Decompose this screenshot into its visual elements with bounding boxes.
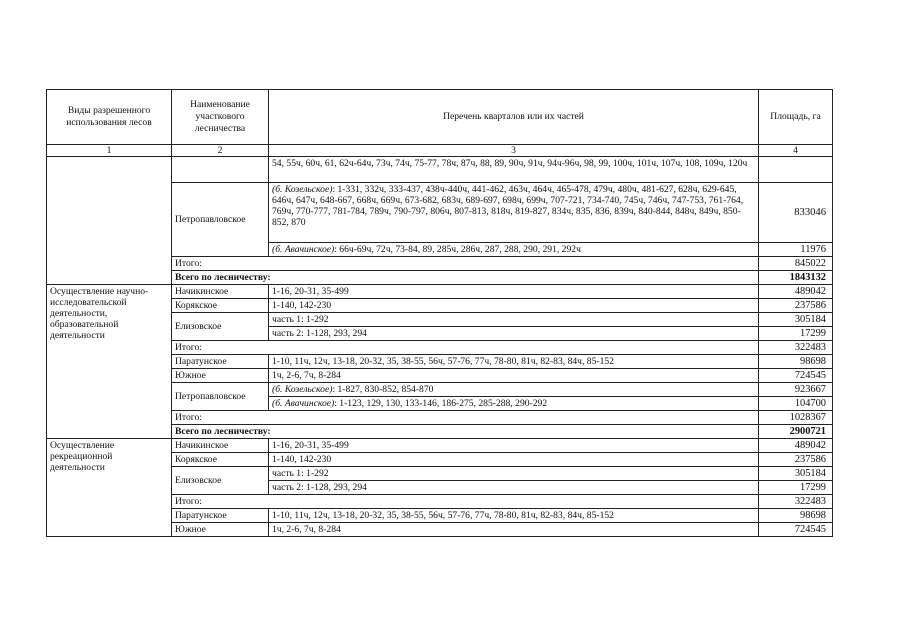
quarters-cell: 1-16, 20-31, 35-499 [269,439,759,453]
area-cell: 724545 [759,369,833,383]
use-type-cell: Осуществление научно-исследовательской деятельности, образовательной деятельности [47,285,172,439]
forest-use-table [46,89,833,537]
quarters-list: : 1-331, 332ч, 333-437, 438ч-440ч, 441-462, 463ч, 464ч, 465-478, 479ч, 480ч, 481-627, 628ч, 629-645, 646ч, 647ч, 648-667, 668ч, 669ч, 673-682, 683ч, 689-697, 698ч, 699ч, 707-721, 734-740, 745ч, 746ч, 747-753, 761-764, 769ч, 770-777, 781-784, 789ч, 790-797, 806ч, 807-813, 818ч, 819-827, 834ч, 835, 836, 839ч, 840-844, 848ч, 849ч, 850-852, 870 [272,184,744,228]
area-cell: 322483 [759,495,833,509]
area-cell: 2900721 [759,425,833,439]
forestry-cell: Южное [172,369,269,383]
area-cell: 104700 [759,397,833,411]
header-row [47,90,833,145]
quarters-cell: 1-10, 11ч, 12ч, 13-18, 20-32, 35, 38-55, 56ч, 57-76, 77ч, 78-80, 81ч, 82-83, 84ч, 85-152 [269,355,759,369]
quarters-cell: 1ч, 2-6, 7ч, 8-284 [269,369,759,383]
use-type-cell: Осуществление рекреационной деятельности [47,439,172,537]
area-cell: 833046 [759,183,833,243]
column-number: 3 [269,145,759,157]
quarters-cell: часть 2: 1-128, 293, 294 [269,481,759,495]
area-cell: 17299 [759,481,833,495]
forestry-cell [172,157,269,183]
area-cell: 489042 [759,439,833,453]
area-cell: 305184 [759,313,833,327]
forestry-cell: Корякское [172,299,269,313]
quarters-prefix: (б. Авачинское) [272,244,335,255]
table-row [47,285,833,299]
area-cell: 17299 [759,327,833,341]
quarters-cell: часть 1: 1-292 [269,313,759,327]
area-cell: 237586 [759,453,833,467]
forestry-cell: Южное [172,523,269,537]
forestry-cell: Елизовское [172,313,269,341]
column-number-row [47,145,833,157]
quarters-cell: часть 1: 1-292 [269,467,759,481]
header-forestry-name: Наименование участкового лесничества [172,90,269,145]
quarters-cell [269,243,759,257]
total-label: Всего по лесничеству: [172,271,759,285]
quarters-cell: 1-16, 20-31, 35-499 [269,285,759,299]
quarters-cell: 54, 55ч, 60ч, 61, 62ч-64ч, 73ч, 74ч, 75-77, 78ч, 87ч, 88, 89, 90ч, 91ч, 94ч-96ч, 98, 99, 100ч, 101ч, 107ч, 108, 109ч, 120ч [269,157,759,183]
area-cell: 489042 [759,285,833,299]
forestry-cell: Петропавловское [172,383,269,411]
quarters-cell: 1-140, 142-230 [269,299,759,313]
area-cell: 305184 [759,467,833,481]
forestry-cell: Начикинское [172,285,269,299]
area-cell: 322483 [759,341,833,355]
table-row [47,157,833,183]
quarters-list: : 1-123, 129, 130, 133-146, 186-275, 285-288, 290-292 [334,398,548,409]
quarters-cell: 1-10, 11ч, 12ч, 13-18, 20-32, 35, 38-55, 56ч, 57-76, 77ч, 78-80, 81ч, 82-83, 84ч, 85-152 [269,509,759,523]
use-type-cell [47,157,172,285]
quarters-cell: часть 2: 1-128, 293, 294 [269,327,759,341]
quarters-cell: 1-140, 142-230 [269,453,759,467]
quarters-cell: 1ч, 2-6, 7ч, 8-284 [269,523,759,537]
forestry-cell: Паратунское [172,509,269,523]
subtotal-label: Итого: [172,257,759,271]
subtotal-label: Итого: [172,495,759,509]
total-label: Всего по лесничеству: [172,425,759,439]
area-cell: 845022 [759,257,833,271]
header-area: Площадь, га [759,90,833,145]
quarters-cell [269,183,759,243]
header-quarters-list: Перечень кварталов или их частей [269,90,759,145]
quarters-cell [269,383,759,397]
area-cell: 98698 [759,355,833,369]
area-cell: 724545 [759,523,833,537]
forestry-cell: Паратунское [172,355,269,369]
quarters-cell [269,397,759,411]
subtotal-label: Итого: [172,411,759,425]
table-row [47,439,833,453]
forestry-cell: Начикинское [172,439,269,453]
quarters-list: : 1-827, 830-852, 854-870 [332,384,434,395]
quarters-list: : 66ч-69ч, 72ч, 73-84, 89, 285ч, 286ч, 287, 288, 290, 291, 292ч [334,244,581,255]
area-cell: 1843132 [759,271,833,285]
subtotal-label: Итого: [172,341,759,355]
header-use-type: Виды разрешенного использования лесов [47,90,172,145]
area-cell: 11976 [759,243,833,257]
quarters-prefix: (б. Авачинское) [272,398,335,409]
column-number: 4 [759,145,833,157]
area-cell: 237586 [759,299,833,313]
area-cell [759,157,833,183]
area-cell: 923667 [759,383,833,397]
column-number: 2 [172,145,269,157]
area-cell: 98698 [759,509,833,523]
area-cell: 1028367 [759,411,833,425]
forestry-cell: Корякское [172,453,269,467]
forestry-cell: Петропавловское [172,183,269,257]
forestry-cell: Елизовское [172,467,269,495]
column-number: 1 [47,145,172,157]
quarters-prefix: (б. Козельское) [272,184,333,195]
quarters-prefix: (б. Козельское) [272,384,333,395]
